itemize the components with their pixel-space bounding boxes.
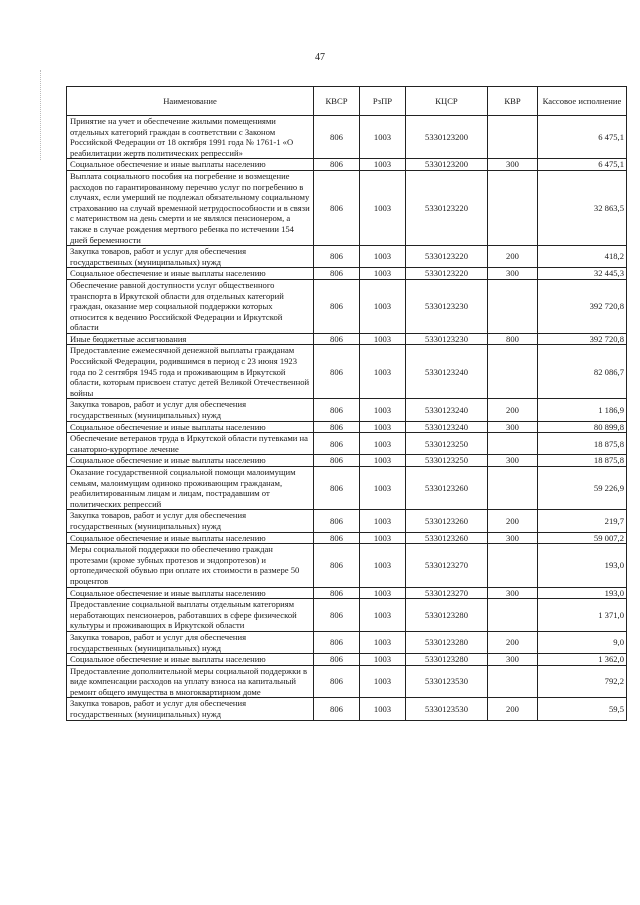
cell-kcsr: 5330123240: [406, 421, 488, 433]
cell-kvr: 200: [488, 246, 538, 268]
budget-execution-table: [66, 86, 627, 721]
cell-kvsr: 806: [314, 698, 360, 720]
cell-kcsr: 5330123280: [406, 631, 488, 653]
cell-amount: 59 226,9: [538, 467, 627, 510]
header-kvr: КВР: [488, 87, 538, 116]
cell-name: Принятие на учет и обеспечение жилыми помещениями отдельных категорий граждан в соответствии с Законом Российской Федерации от 18 октября 1991 года № 1761-1 «О реабилитации жертв политических репрессий»: [67, 116, 314, 159]
table-row: [67, 631, 627, 653]
cell-kvr: 300: [488, 421, 538, 433]
cell-rzpr: 1003: [360, 279, 406, 333]
cell-name: Обеспечение ветеранов труда в Иркутской области путевками на санаторно-курортное лечение: [67, 433, 314, 455]
cell-rzpr: 1003: [360, 654, 406, 666]
cell-kvsr: 806: [314, 433, 360, 455]
cell-kvr: [488, 116, 538, 159]
cell-kvr: 300: [488, 159, 538, 171]
cell-rzpr: 1003: [360, 159, 406, 171]
cell-rzpr: 1003: [360, 510, 406, 532]
cell-amount: 1 371,0: [538, 599, 627, 632]
cell-kcsr: 5330123270: [406, 587, 488, 599]
cell-name: Социальное обеспечение и иные выплаты населению: [67, 159, 314, 171]
cell-rzpr: 1003: [360, 116, 406, 159]
cell-amount: 193,0: [538, 544, 627, 587]
cell-kcsr: 5330123250: [406, 433, 488, 455]
cell-kcsr: 5330123220: [406, 268, 488, 280]
cell-rzpr: 1003: [360, 268, 406, 280]
cell-name: Социальное обеспечение и иные выплаты населению: [67, 455, 314, 467]
cell-rzpr: 1003: [360, 333, 406, 345]
cell-amount: 32 445,3: [538, 268, 627, 280]
cell-kvr: 800: [488, 333, 538, 345]
table-row: [67, 399, 627, 421]
cell-kvr: [488, 544, 538, 587]
cell-kvsr: 806: [314, 587, 360, 599]
cell-name: Закупка товаров, работ и услуг для обеспечения государственных (муниципальных) нужд: [67, 399, 314, 421]
cell-amount: 9,0: [538, 631, 627, 653]
cell-rzpr: 1003: [360, 399, 406, 421]
budget-table-container: [66, 86, 626, 721]
table-row: [67, 333, 627, 345]
cell-name: Закупка товаров, работ и услуг для обеспечения государственных (муниципальных) нужд: [67, 246, 314, 268]
table-row: [67, 654, 627, 666]
cell-kcsr: 5330123220: [406, 246, 488, 268]
cell-kcsr: 5330123530: [406, 665, 488, 698]
cell-kcsr: 5330123260: [406, 510, 488, 532]
cell-kcsr: 5330123200: [406, 116, 488, 159]
cell-rzpr: 1003: [360, 587, 406, 599]
cell-rzpr: 1003: [360, 170, 406, 245]
cell-rzpr: 1003: [360, 467, 406, 510]
table-body: [67, 116, 627, 721]
cell-name: Обеспечение равной доступности услуг общественного транспорта в Иркутской области для отдельных категорий граждан, оказание мер социальной поддержки которых относится к ведению Российской Федерации и Иркутской области: [67, 279, 314, 333]
cell-rzpr: 1003: [360, 698, 406, 720]
cell-rzpr: 1003: [360, 455, 406, 467]
cell-kvr: 200: [488, 399, 538, 421]
cell-rzpr: 1003: [360, 665, 406, 698]
cell-name: Иные бюджетные ассигнования: [67, 333, 314, 345]
cell-rzpr: 1003: [360, 544, 406, 587]
cell-rzpr: 1003: [360, 532, 406, 544]
cell-kcsr: 5330123250: [406, 455, 488, 467]
cell-amount: 392 720,8: [538, 333, 627, 345]
header-kcsr: КЦСР: [406, 87, 488, 116]
table-row: [67, 279, 627, 333]
cell-name: Закупка товаров, работ и услуг для обеспечения государственных (муниципальных) нужд: [67, 631, 314, 653]
cell-kcsr: 5330123260: [406, 532, 488, 544]
cell-amount: 6 475,1: [538, 116, 627, 159]
page-number: 47: [315, 52, 325, 63]
cell-kvsr: 806: [314, 544, 360, 587]
cell-kvsr: 806: [314, 268, 360, 280]
cell-name: Выплата социального пособия на погребение и возмещение расходов по гарантированному перечню услуг по погребению в случаях, если умерший не подлежал обязательному социальному страхованию на случай временной нетрудоспособности и в связи с материнством на день смерти и не являлся пенсионером, а также в случае рождения мертвого ребенка по истечении 154 дней беременности: [67, 170, 314, 245]
cell-name: Предоставление социальной выплаты отдельным категориям неработающих пенсионеров, работавших в сфере физической культуры и проживающих в Иркутской области: [67, 599, 314, 632]
cell-name: Социальное обеспечение и иные выплаты населению: [67, 654, 314, 666]
cell-kvsr: 806: [314, 532, 360, 544]
cell-kvr: 200: [488, 698, 538, 720]
cell-kvr: [488, 345, 538, 399]
table-row: [67, 433, 627, 455]
table-row: [67, 665, 627, 698]
cell-amount: 59,5: [538, 698, 627, 720]
cell-kvr: 300: [488, 532, 538, 544]
table-row: [67, 467, 627, 510]
cell-kvsr: 806: [314, 455, 360, 467]
cell-kvsr: 806: [314, 399, 360, 421]
scan-artifact: [40, 70, 42, 160]
cell-amount: 59 007,2: [538, 532, 627, 544]
table-row: [67, 421, 627, 433]
cell-amount: 82 086,7: [538, 345, 627, 399]
cell-amount: 193,0: [538, 587, 627, 599]
cell-amount: 792,2: [538, 665, 627, 698]
cell-name: Предоставление дополнительной меры социальной поддержки в виде компенсации расходов на уплату взноса на капитальный ремонт общего имущества в многоквартирном доме: [67, 665, 314, 698]
table-row: [67, 587, 627, 599]
cell-kvsr: 806: [314, 421, 360, 433]
cell-kcsr: 5330123220: [406, 170, 488, 245]
cell-amount: 1 362,0: [538, 654, 627, 666]
table-row: [67, 345, 627, 399]
table-row: [67, 455, 627, 467]
cell-name: Закупка товаров, работ и услуг для обеспечения государственных (муниципальных) нужд: [67, 698, 314, 720]
cell-kvr: [488, 599, 538, 632]
cell-kcsr: 5330123280: [406, 599, 488, 632]
cell-amount: 32 863,5: [538, 170, 627, 245]
cell-rzpr: 1003: [360, 246, 406, 268]
cell-amount: 18 875,8: [538, 433, 627, 455]
cell-kcsr: 5330123240: [406, 345, 488, 399]
cell-kcsr: 5330123240: [406, 399, 488, 421]
cell-amount: 6 475,1: [538, 159, 627, 171]
cell-name: Предоставление ежемесячной денежной выплаты гражданам Российской Федерации, родившимся в период с 23 июня 1923 года по 2 сентября 1945 года и проживающим в Иркутской области, которым присвоен статус детей Великой Отечественной войны: [67, 345, 314, 399]
cell-kvsr: 806: [314, 631, 360, 653]
table-row: [67, 510, 627, 532]
cell-kvsr: 806: [314, 333, 360, 345]
cell-kvr: [488, 279, 538, 333]
table-row: [67, 116, 627, 159]
cell-kvr: 300: [488, 587, 538, 599]
cell-kvr: [488, 665, 538, 698]
cell-amount: 18 875,8: [538, 455, 627, 467]
cell-kvr: 300: [488, 268, 538, 280]
cell-rzpr: 1003: [360, 433, 406, 455]
cell-kcsr: 5330123200: [406, 159, 488, 171]
cell-kcsr: 5330123530: [406, 698, 488, 720]
cell-kvr: 300: [488, 654, 538, 666]
table-row: [67, 532, 627, 544]
table-row: [67, 159, 627, 171]
cell-kvr: [488, 467, 538, 510]
header-name: Наименование: [67, 87, 314, 116]
cell-kvr: 200: [488, 510, 538, 532]
cell-kcsr: 5330123230: [406, 279, 488, 333]
cell-kvsr: 806: [314, 246, 360, 268]
cell-kcsr: 5330123260: [406, 467, 488, 510]
cell-name: Социальное обеспечение и иные выплаты населению: [67, 421, 314, 433]
table-row: [67, 170, 627, 245]
cell-kvsr: 806: [314, 345, 360, 399]
table-row: [67, 544, 627, 587]
header-amount: Кассовое исполнение: [538, 87, 627, 116]
cell-rzpr: 1003: [360, 345, 406, 399]
header-rzpr: РзПР: [360, 87, 406, 116]
cell-rzpr: 1003: [360, 599, 406, 632]
cell-kcsr: 5330123280: [406, 654, 488, 666]
table-row: [67, 599, 627, 632]
cell-kvr: [488, 433, 538, 455]
cell-name: Социальное обеспечение и иные выплаты населению: [67, 268, 314, 280]
cell-rzpr: 1003: [360, 631, 406, 653]
cell-kvsr: 806: [314, 665, 360, 698]
cell-kvsr: 806: [314, 510, 360, 532]
cell-name: Социальное обеспечение и иные выплаты населению: [67, 532, 314, 544]
cell-kvsr: 806: [314, 116, 360, 159]
cell-name: Меры социальной поддержки по обеспечению граждан протезами (кроме зубных протезов и эндопротезов) и ортопедической обувью при оплате их стоимости в размере 50 процентов: [67, 544, 314, 587]
cell-amount: 418,2: [538, 246, 627, 268]
cell-kvsr: 806: [314, 654, 360, 666]
table-row: [67, 268, 627, 280]
cell-amount: 392 720,8: [538, 279, 627, 333]
cell-kvsr: 806: [314, 159, 360, 171]
cell-name: Оказание государственной социальной помощи малоимущим семьям, малоимущим одиноко проживающим гражданам, реабилитированным лицам и лицам, пострадавшим от политических репрессий: [67, 467, 314, 510]
cell-name: Закупка товаров, работ и услуг для обеспечения государственных (муниципальных) нужд: [67, 510, 314, 532]
cell-kvsr: 806: [314, 467, 360, 510]
cell-kvsr: 806: [314, 279, 360, 333]
cell-kcsr: 5330123230: [406, 333, 488, 345]
cell-amount: 219,7: [538, 510, 627, 532]
cell-kvr: 300: [488, 455, 538, 467]
cell-kvsr: 806: [314, 170, 360, 245]
cell-rzpr: 1003: [360, 421, 406, 433]
cell-amount: 1 186,9: [538, 399, 627, 421]
header-kvsr: КВСР: [314, 87, 360, 116]
cell-kvsr: 806: [314, 599, 360, 632]
table-row: [67, 698, 627, 720]
cell-kvr: 200: [488, 631, 538, 653]
table-row: [67, 246, 627, 268]
table-header-row: [67, 87, 627, 116]
cell-kcsr: 5330123270: [406, 544, 488, 587]
cell-name: Социальное обеспечение и иные выплаты населению: [67, 587, 314, 599]
cell-kvr: [488, 170, 538, 245]
cell-amount: 80 899,8: [538, 421, 627, 433]
